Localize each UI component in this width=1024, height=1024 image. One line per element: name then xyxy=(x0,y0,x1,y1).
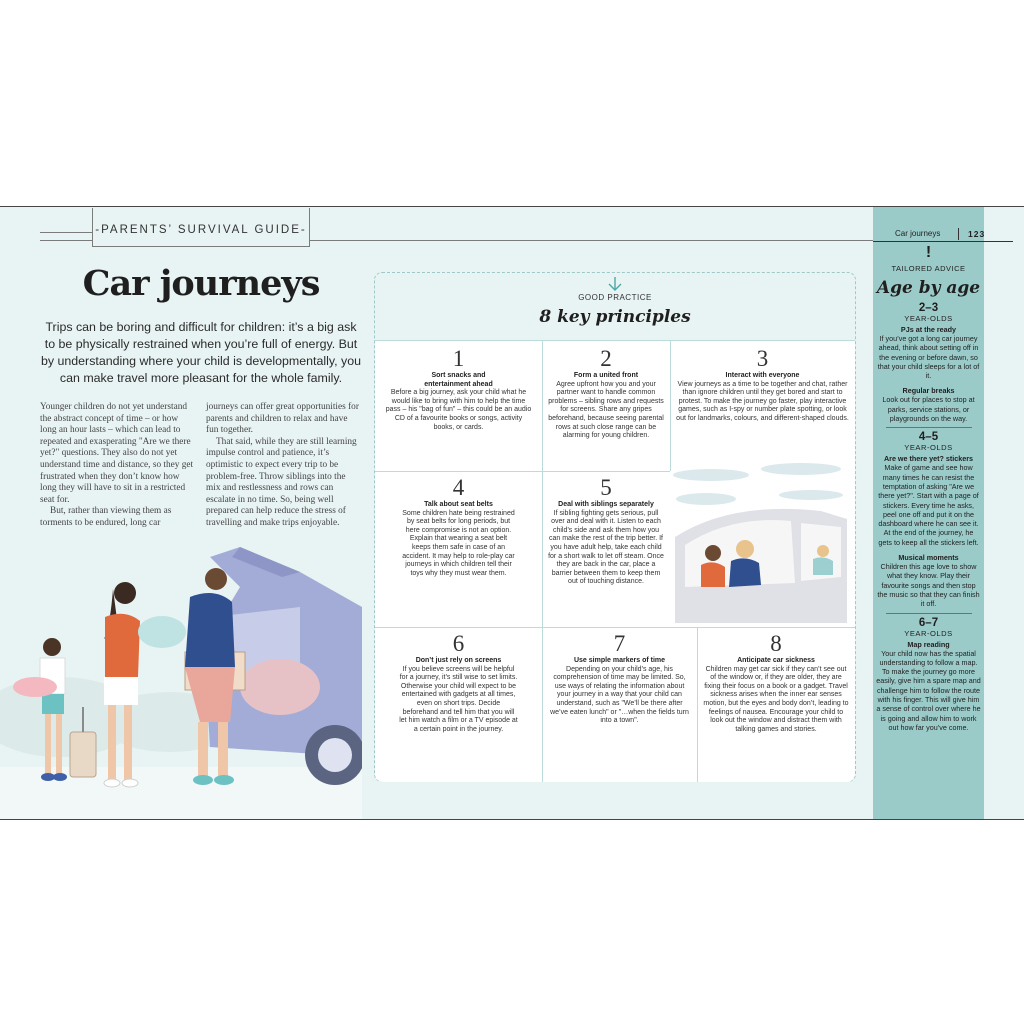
tip-text: Make of game and see how many times he can resist the temptation of asking "Are we there yet?". Start with a page of stickers. Every time he asks, peel one off and put it on the dashboard where he can see it. At the end of the journey, he gets to keep all the stickers left. xyxy=(878,463,979,547)
age-group-4-5 xyxy=(876,431,981,608)
intro-paragraph: Trips can be boring and difficult for children: it’s a big ask to be physically restrained when you’re full of energy. But by understanding where your child is developmentally, you can make travel more pleasant for the whole family. xyxy=(40,320,362,385)
principle-8 xyxy=(702,632,850,734)
header-rule-left xyxy=(40,232,92,233)
tip-text: Your child now has the spatial understanding to follow a map. To make the journey go more easily, give him a spare map and challenge him to follow the route with his finger. This will give him a sense of control over where he is going and allow him to work out how far you’ve come. xyxy=(876,648,981,732)
principle-2 xyxy=(547,347,665,441)
page-title: Car journeys xyxy=(82,263,320,304)
principle-text: Depending on your child’s age, his comprehension of time may be limited. So, use ways of relating the information about your journey in a way that your child can understand, such as "We’ll be there after we’ve eaten lunch" or "…when the fields turn into a town". xyxy=(550,665,689,725)
grid-divider xyxy=(542,627,543,782)
running-head: Car journeys xyxy=(895,229,941,238)
principle-title: Use simple markers of time xyxy=(573,657,666,664)
body-paragraph: journeys can offer great opportunities for parents and children to relax and have fun together. xyxy=(206,402,359,436)
tip-title: Musical moments xyxy=(898,553,959,563)
principle-text: View journeys as a time to be together and chat, rather than ignore children until they get bored and start to protest. To make the journey go faster, play interactive games, such as I-spy or number plate spotting, or look out for landmarks, colours, and different-shaped clouds. xyxy=(676,380,849,422)
principle-text: Children may get car sick if they can’t see out of the window or, if they are older, they are fixing their focus on a book or a gadget. Travel sickness arises when the inner ear senses motion, but the eyes and body don’t, leading to feelings of nausea. Encourage your child to look out the window and distract them with talking games and stories. xyxy=(703,665,849,733)
principle-title: Deal with siblings separately xyxy=(558,501,654,508)
sidebar-divider xyxy=(886,613,972,614)
principle-4 xyxy=(381,476,536,578)
age-heading: 4–5 xyxy=(918,431,939,444)
age-group-6-7 xyxy=(876,617,981,733)
principle-3 xyxy=(675,347,850,424)
body-column-1 xyxy=(40,402,196,530)
tip-title: Regular breaks xyxy=(902,386,955,396)
age-subheading: YEAR-OLDS xyxy=(904,314,953,323)
page-number: 123 xyxy=(968,229,986,239)
principle-text: Before a big journey, ask your child what he would like to bring with him to help the time pass – his "bag of fun" – this could be an audio CD of a favourite books or songs, activity books, or cards. xyxy=(385,389,532,431)
principle-7 xyxy=(547,632,692,726)
sidebar-label: TAILORED ADVICE xyxy=(891,264,966,273)
principle-number: 4 xyxy=(452,475,465,500)
age-subheading: YEAR-OLDS xyxy=(904,628,953,638)
section-tab xyxy=(92,208,310,247)
section-label: -PARENTS’ SURVIVAL GUIDE- xyxy=(95,224,307,236)
grid-divider xyxy=(697,627,698,782)
body-paragraph: Younger children do not yet understand the abstract concept of time – or how long an hour lasts – which can lead to repeated and exasperating "Are we there yet?" questions. They also do not yet understand time and distance, so they get frustrated when they don’t know how long they will have to sit in a restricted seat for. xyxy=(40,402,194,505)
age-heading: 2–3 xyxy=(918,302,939,314)
sidebar-title: Age by age xyxy=(876,278,981,298)
age-group-2-3 xyxy=(876,302,981,423)
grid-divider xyxy=(375,471,670,472)
good-practice-panel xyxy=(374,272,856,782)
family-car-illustration xyxy=(0,517,362,819)
principle-number: 5 xyxy=(600,475,612,500)
principle-number: 6 xyxy=(452,631,465,656)
sidebar-divider xyxy=(886,427,972,428)
principle-text: If you believe screens will be helpful for a journey, it’s still wise to set limits. Otherwise your child will expect to be entertained with gadgets at all times, even on short trips. Decide beforehand and tell him that you will let him watch a film or a TV episode at a certain point in the journey. xyxy=(399,665,518,733)
principle-number: 2 xyxy=(600,346,612,371)
principle-1 xyxy=(381,347,536,432)
tip-text: If you’ve got a long car journey ahead, think about setting off in the evening or before dawn, so that your child sleeps for a lot of it. xyxy=(877,334,980,381)
principle-number: 8 xyxy=(770,631,782,656)
tip-text: Children this age love to show what they know. Play their favourite songs and then stop the music so that they can finish it off. xyxy=(877,562,980,609)
age-subheading: YEAR-OLDS xyxy=(904,443,953,453)
principle-title: Anticipate car sickness xyxy=(737,657,815,664)
principle-text: Some children hate being restrained by seat belts for long periods, but here compromise is not an option. Explain that wearing a seat belt keeps them safe in case of an accident. It may help to role-play car journeys in which children tell their toys why they must wear them. xyxy=(402,509,515,577)
down-arrow-icon xyxy=(607,276,623,292)
grid-divider xyxy=(542,341,543,627)
principle-5 xyxy=(547,476,665,587)
body-paragraph: But, rather than viewing them as torments to be endured, long car xyxy=(40,506,172,528)
principles-grid xyxy=(375,340,855,782)
principle-title: Sort snacks and entertainment ahead xyxy=(424,372,493,388)
principle-title: Form a united front xyxy=(573,372,639,379)
running-head-separator xyxy=(958,228,959,240)
principle-title: Interact with everyone xyxy=(725,372,800,379)
age-heading: 6–7 xyxy=(918,616,939,629)
principle-6 xyxy=(381,632,536,734)
principle-text: Agree upfront how you and your partner want to handle common problems – sibling rows and requests for screens. Share any gripes beforehand, because seeing parental rows at such close range can be alarming for young children. xyxy=(548,380,664,440)
principle-text: If sibling fighting gets serious, pull over and deal with it. Listen to each child’s side and ask them how you can make the rest of the trip better. If you have adult help, take each child for a short walk to let off steam. Once they are back in the car, place a barrier between them to keep them out of touching distance. xyxy=(548,509,664,586)
car-interior-illustration xyxy=(671,457,851,625)
principle-number: 3 xyxy=(756,346,769,371)
book-spread xyxy=(0,206,1024,820)
grid-divider xyxy=(670,341,671,471)
body-column-2 xyxy=(206,402,362,530)
tip-title: Map reading xyxy=(907,639,950,649)
sidebar-content xyxy=(876,241,981,732)
principle-title: Don’t just rely on screens xyxy=(415,657,502,664)
tip-title: Are we there yet? stickers xyxy=(883,454,974,464)
grid-divider xyxy=(375,627,855,628)
body-paragraph: That said, while they are still learning impulse control and patience, it’s optimistic to expect every trip to be problem-free. Throw siblings into the mix and restlessness and rows can escalate in no time. So, being well prepared can help reduce the stress of travelling and make trips enjoyable. xyxy=(206,436,357,528)
tip-text: Look out for places to stop at parks, service stations, or playgrounds on the way. xyxy=(882,395,975,424)
principle-number: 1 xyxy=(452,346,465,371)
tip-title: PJs at the ready xyxy=(900,325,957,334)
principle-number: 7 xyxy=(613,631,626,656)
good-practice-label: GOOD PRACTICE xyxy=(578,293,652,302)
principle-title: Talk about seat belts xyxy=(424,501,493,508)
exclamation-icon: ! xyxy=(925,244,932,261)
good-practice-title: 8 key principles xyxy=(539,307,691,327)
